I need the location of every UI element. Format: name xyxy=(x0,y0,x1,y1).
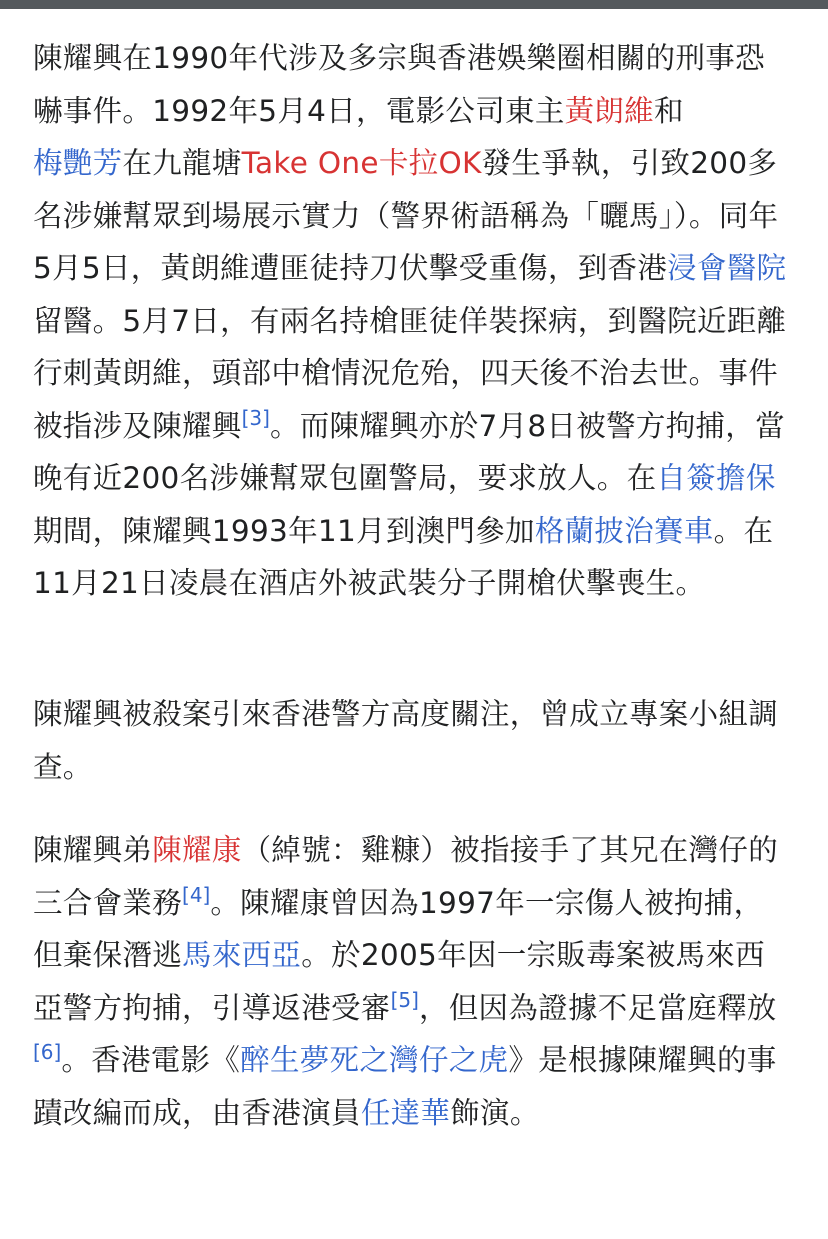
text-run: 和 xyxy=(654,93,684,128)
article-content xyxy=(33,32,793,1139)
text-run: 。陳耀康曾因為1997年一宗傷人被拘捕，但棄保潛逃 xyxy=(33,885,764,972)
paragraph-1 xyxy=(33,32,793,657)
citation-5[interactable]: [5] xyxy=(390,987,419,1012)
redlink-wong-long-wai[interactable]: 黃朗維 xyxy=(564,93,655,128)
text-run: 。於2005年因一宗販毒案被馬來西亞警方拘捕，引導返港受審 xyxy=(33,938,765,1025)
text-run: 在九龍塘 xyxy=(122,146,242,180)
text-run: ，但因為證據不足當庭釋放 xyxy=(418,990,777,1025)
citation-3[interactable]: [3] xyxy=(241,405,270,430)
link-malaysia[interactable]: 馬來西亞 xyxy=(182,938,302,972)
text-run: 陳耀興弟 xyxy=(33,833,153,867)
text-run: 期間，陳耀興1993年11月到澳門參加 xyxy=(33,513,535,548)
paragraph-2 xyxy=(33,688,793,793)
link-simon-yam[interactable]: 任達華 xyxy=(360,1095,451,1130)
link-anita-mui[interactable]: 梅艷芳 xyxy=(33,146,123,180)
text-run: 發生爭執，引致200多名涉嫌幫眾到場展示實力（警界術語稱為「曬馬」）。同年5月5日，黃朗維遭匪徒持刀伏擊受重傷，到香港 xyxy=(33,146,779,285)
link-baptist-hospital[interactable]: 浸會醫院 xyxy=(667,251,787,285)
link-film-wan-chai-tiger[interactable]: 醉生夢死之灣仔之虎 xyxy=(240,1043,509,1077)
text-run: 。而陳耀興亦於7月8日被警方拘捕，當晚有近200名涉嫌幫眾包圍警局，要求放人。在 xyxy=(33,408,785,495)
redlink-take-one-karaoke[interactable]: Take One卡拉OK xyxy=(241,146,482,180)
redlink-chan-yiu-hong[interactable]: 陳耀康 xyxy=(152,833,242,867)
link-macau-grand-prix[interactable]: 格蘭披治賽車 xyxy=(534,513,714,548)
text-run: 飾演。 xyxy=(450,1095,540,1130)
link-self-bail[interactable]: 自簽擔保 xyxy=(656,461,776,495)
text-run: 。在11月21日凌晨在酒店外被武裝分子開槍伏擊喪生。 xyxy=(33,513,774,600)
text-run: 陳耀興在1990年代涉及多宗與香港娛樂圈相關的刑事恐嚇事件。1992年5月4日，電影公司東主 xyxy=(33,41,765,128)
text-run: 陳耀興被殺案引來香港警方高度關注，曾成立專案小組調查。 xyxy=(33,697,779,784)
text-run: 留醫。5月7日，有兩名持槍匪徒佯裝探病，到醫院近距離行刺黃朗維，頭部中槍情況危殆，四天後不治去世。事件被指涉及陳耀興 xyxy=(33,303,787,443)
text-run: （綽號：雞糠）被指接手了其兄在灣仔的三合會業務 xyxy=(33,833,779,920)
citation-4[interactable]: [4] xyxy=(182,882,211,907)
text-run: 》是根據陳耀興的事蹟改編而成，由香港演員 xyxy=(33,1043,777,1130)
paragraph-3 xyxy=(33,824,793,1139)
citation-6[interactable]: [6] xyxy=(33,1040,62,1065)
top-toolbar-edge xyxy=(0,0,828,9)
text-run: 。香港電影《 xyxy=(61,1043,241,1077)
